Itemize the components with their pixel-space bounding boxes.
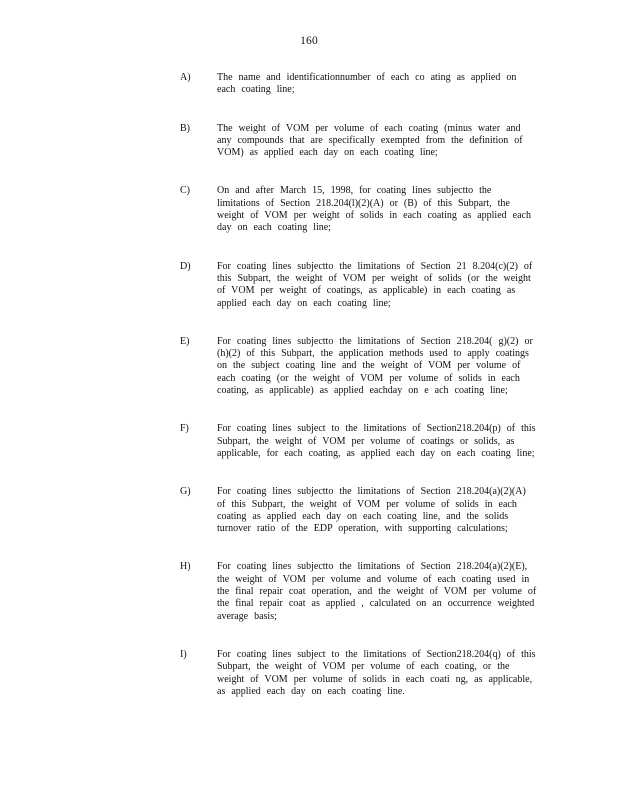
- item-text: On and after March 15, 1998, for coating lines subjectto the limitations of Section 218.204(l)(2)(A) or (B) of this Subpart, the weight of VOM per weight of solids in each coating as applied each day on each coating line;: [217, 185, 531, 234]
- list-item: [180, 336, 540, 397]
- item-label: I): [180, 648, 187, 660]
- list-item: [180, 486, 540, 535]
- list-item: [180, 649, 540, 698]
- item-text: For coating lines subject to the limitations of Section218.204(q) of this Subpart, the weight of VOM per volume of each coating, or the weight of VOM per volume of solids in each coati ng, as applicable, as applied each day on each coating line.: [217, 648, 536, 697]
- item-text: For coating lines subject to the limitations of Section218.204(p) of this Subpart, the weight of VOM per volume of coatings or solids, as applicable, for each coating, as applied each day on each coating line;: [217, 423, 536, 459]
- page-number: 160: [300, 35, 318, 47]
- list-item: [180, 185, 540, 234]
- list-item: [180, 261, 540, 310]
- item-label: B): [180, 122, 190, 134]
- item-text: For coating lines subjectto the limitations of Section 218.204( g)(2) or (h)(2) of this Subpart, the application methods used to apply coatings on the subject coating line and the weight of VOM per volume of each coating (or the weight of VOM per volume of solids in each coating, as applicable) as applied eachday on e ach coating line;: [217, 335, 533, 397]
- list-item: [180, 561, 540, 622]
- item-text: For coating lines subjectto the limitations of Section 21 8.204(c)(2) of this Subpart, the weight of VOM per weight of solids (or the weight of VOM per weight of coatings, as applicable) in each coating as applied each day on each coating line;: [217, 260, 533, 309]
- item-text: For coating lines subjectto the limitations of Section 218.204(a)(2)(A) of this Subpart, the weight of VOM per volume of solids in each coating as applied each day on each coating line, and the solids turnover ratio of the EDP operation, with supporting calculations;: [217, 486, 526, 535]
- item-text: For coating lines subjectto the limitations of Section 218.204(a)(2)(E), the weight of VOM per volume and volume of each coating used in the final repair coat operation, and the weight of VOM per volume of the final repair coat as applied , calculated on an occurrence weighted average basis;: [217, 561, 537, 622]
- list-item: [180, 123, 540, 160]
- list-item: [180, 423, 540, 460]
- item-label: D): [180, 260, 191, 272]
- item-text: The weight of VOM per volume of each coating (minus water and any compounds that are specifically exempted from the definition of VOM) as applied each day on each coating line;: [217, 122, 523, 159]
- item-text: The name and identificationnumber of each co ating as applied on each coating line;: [217, 72, 517, 96]
- item-label: C): [180, 185, 190, 197]
- item-label: A): [180, 72, 191, 83]
- list-item: [180, 72, 540, 97]
- item-label: E): [180, 335, 190, 347]
- item-label: H): [180, 561, 191, 573]
- item-list: [180, 72, 540, 724]
- item-label: F): [180, 423, 189, 435]
- item-label: G): [180, 486, 191, 498]
